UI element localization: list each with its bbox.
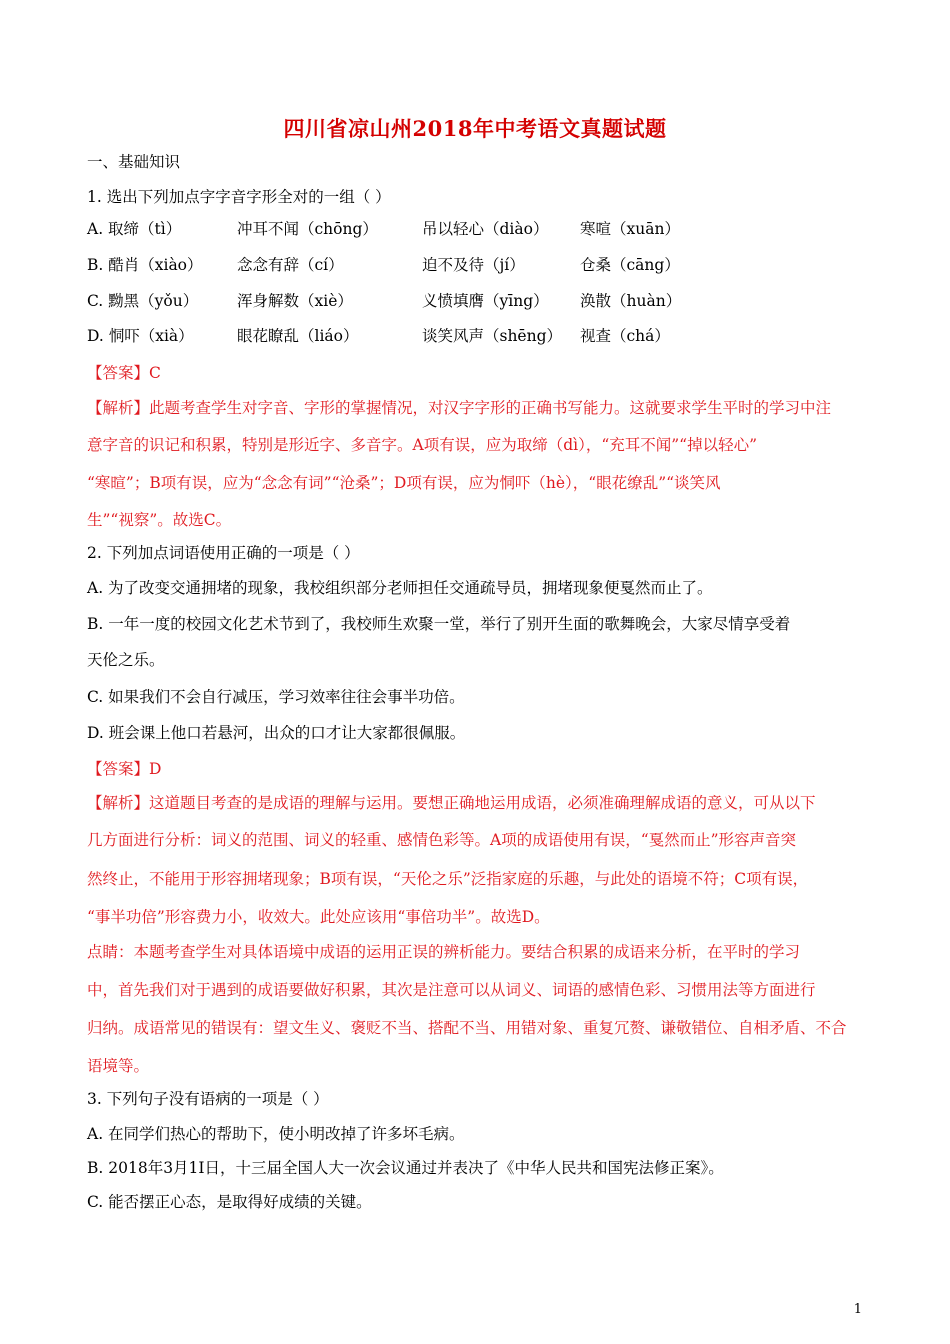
q2-option-b-cont: 天伦之乐。 — [87, 651, 165, 669]
q1-option-c-2: 浑身解数（xiè） — [237, 292, 353, 310]
q2-analysis-line: “事半功倍”形容费力小，收效大。此处应该用“事倍功半”。故选D。 — [87, 908, 550, 926]
q1-option-d-3: 谈笑风声（shēng） — [422, 327, 563, 345]
q1-option-a-4: 寒喧（xuān） — [580, 220, 680, 238]
q1-option-c: C. 黝黑（yǒu） — [87, 292, 199, 310]
q2-comment-line: 语境等。 — [87, 1057, 150, 1075]
q1-option-b-3: 迫不及待（jí） — [422, 256, 525, 274]
q1-option-c-4: 涣散（huàn） — [580, 292, 682, 310]
q3-stem: 3. 下列句子没有语病的一项是（ ） — [87, 1090, 329, 1108]
q1-analysis-line: “寒暄”；B项有误，应为“念念有词”“沧桑”；D项有误，应为恫吓（hè），“眼花缭乱”“谈笑风 — [87, 474, 721, 492]
q1-option-row — [87, 222, 867, 242]
q3-option-a: A. 在同学们热心的帮助下，使小明改掉了许多坏毛病。 — [87, 1125, 465, 1143]
q1-option-c-3: 义愤填膺（yīng） — [422, 292, 549, 310]
q2-comment-line: 归纳。成语常见的错误有：望文生义、褒贬不当、搭配不当、用错对象、重复冗赘、谦敬错位、自相矛盾、不合 — [87, 1019, 847, 1037]
q1-option-d: D. 恫吓（xià） — [87, 327, 194, 345]
q1-option-a: A. 取缔（tì） — [87, 220, 182, 238]
page-title: 四川省凉山州2018年中考语文真题试题 — [283, 116, 667, 141]
q2-option-c: C. 如果我们不会自行减压，学习效率往往会事半功倍。 — [87, 688, 465, 706]
q1-option-row — [87, 258, 867, 278]
q1-analysis-line: 【解析】此题考查学生对字音、字形的掌握情况，对汉字字形的正确书写能力。这就要求学生平时的学习中注 — [87, 399, 832, 417]
q3-option-c: C. 能否摆正心态，是取得好成绩的关键。 — [87, 1193, 372, 1211]
q2-option-d: D. 班会课上他口若悬河，出众的口才让大家都很佩服。 — [87, 724, 466, 742]
q1-stem: 1. 选出下列加点字字音字形全对的一组（ ） — [87, 188, 391, 206]
q2-comment-line: 中，首先我们对于遇到的成语要做好积累，其次是注意可以从词义、词语的感情色彩、习惯用法等方面进行 — [87, 981, 816, 999]
q3-option-b: B. 2018年3月1I日，十三届全国人大一次会议通过并表决了《中华人民共和国宪法修正案》。 — [87, 1159, 724, 1177]
q1-option-row — [87, 294, 867, 314]
q2-stem: 2. 下列加点词语使用正确的一项是（ ） — [87, 544, 360, 562]
page-number: 1 — [853, 1302, 862, 1317]
q1-analysis-line: 生”“视察”。故选C。 — [87, 511, 232, 529]
q1-option-a-2: 冲耳不闻（chōng） — [237, 220, 378, 238]
q1-option-d-4: 视查（chá） — [580, 327, 670, 345]
q2-option-a: A. 为了改变交通拥堵的现象，我校组织部分老师担任交通疏导员，拥堵现象便戛然而止了。 — [87, 579, 713, 597]
q1-option-b: B. 酷肖（xiào） — [87, 256, 203, 274]
q2-analysis-line: 几方面进行分析：词义的范围、词义的轻重、感情色彩等。A项的成语使用有误，“戛然而止”形容声音突 — [87, 831, 797, 849]
q1-analysis-line: 意字音的识记和积累，特别是形近字、多音字。A项有误，应为取缔（dì），“充耳不闻”“掉以轻心” — [87, 436, 758, 454]
q1-option-b-2: 念念有辞（cí） — [237, 256, 344, 274]
q1-option-a-3: 吊以轻心（diào） — [422, 220, 549, 238]
q2-comment-line: 点睛：本题考查学生对具体语境中成语的运用正误的辨析能力。要结合积累的成语来分析，在平时的学习 — [87, 943, 801, 961]
section-heading: 一、基础知识 — [87, 153, 181, 171]
q2-option-b: B. 一年一度的校园文化艺术节到了，我校师生欢聚一堂，举行了别开生面的歌舞晚会，大家尽情享受着 — [87, 615, 791, 633]
q2-answer: 【答案】D — [87, 760, 162, 778]
q1-option-row — [87, 329, 867, 349]
q1-answer: 【答案】C — [87, 364, 161, 382]
q1-option-d-2: 眼花瞭乱（liáo） — [237, 327, 359, 345]
q2-analysis-line: 【解析】这道题目考查的是成语的理解与运用。要想正确地运用成语，必须准确理解成语的意义，可从以下 — [87, 794, 816, 812]
q1-option-b-4: 仓桑（cāng） — [580, 256, 680, 274]
q2-analysis-line: 然终止，不能用于形容拥堵现象；B项有误，“天伦之乐”泛指家庭的乐趣，与此处的语境不符；C项有误， — [87, 870, 809, 888]
